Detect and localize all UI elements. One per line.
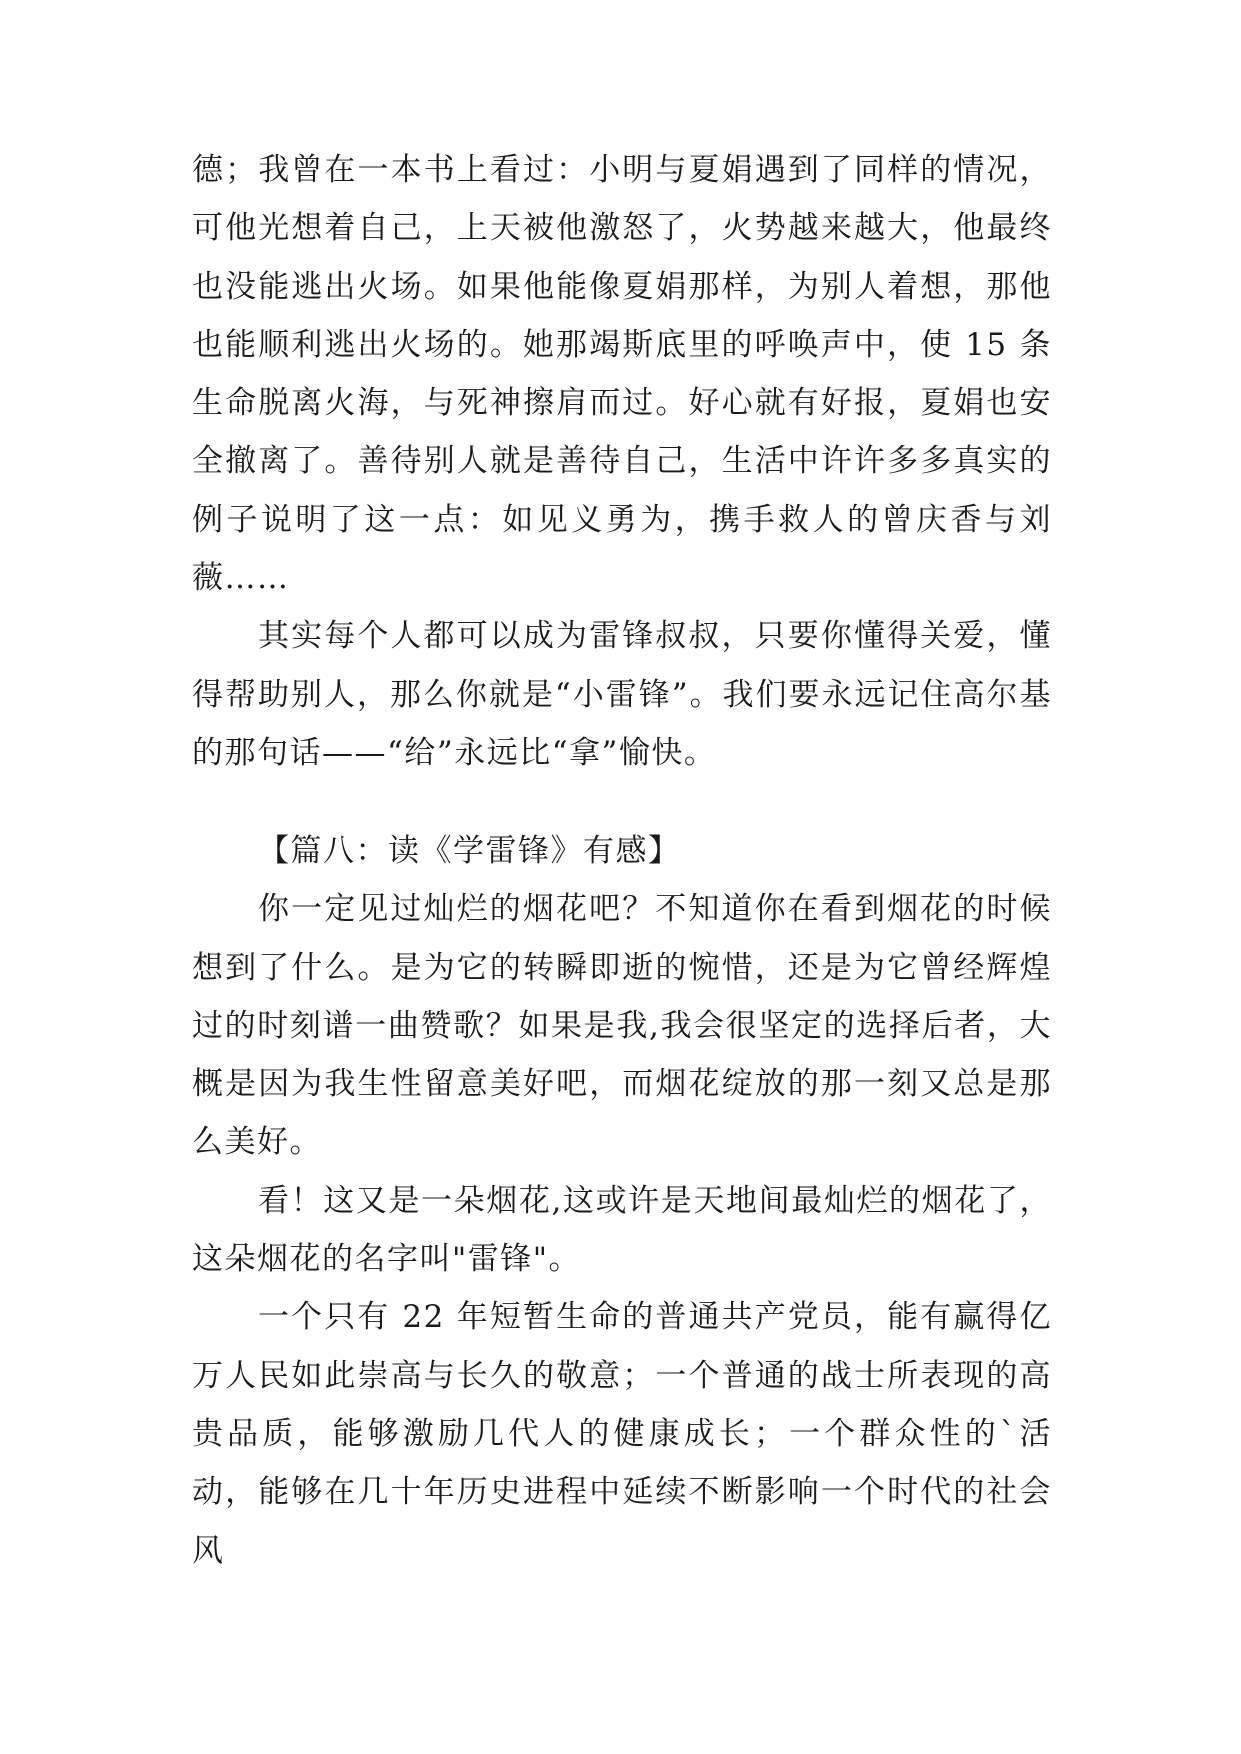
paragraph-fireworks: 你一定见过灿烂的烟花吧？不知道你在看到烟花的时候想到了什么。是为它的转瞬即逝的惋惜，还是为它曾经辉煌过的时刻谱一曲赞歌？如果是我,我会很坚定的选择后者，大概是因为我生性留意美好吧，而烟花绽放的那一刻又总是那么美好。 (192, 891, 1052, 1161)
paragraph-conclusion: 其实每个人都可以成为雷锋叔叔，只要你懂得关爱，懂得帮助别人，那么你就是“小雷锋”。我们要永远记住高尔基的那句话——“给”永远比“拿”愉快。 (192, 618, 1052, 771)
paragraph-leifeng-life: 一个只有 22 年短暂生命的普通共产党员，能有赢得亿万人民如此崇高与长久的敬意；一个普通的战士所表现的高贵品质，能够激励几代人的健康成长；一个群众性的`活动，能够在几十年历史进程中延续不断影响一个时代的社会风 (192, 1299, 1052, 1569)
text-block-lower (192, 822, 1052, 1580)
paragraph-continued: 德；我曾在一本书上看过：小明与夏娟遇到了同样的情况，可他光想着自己，上天被他激怒了，火势越来越大，他最终也没能逃出火场。如果他能像夏娟那样，为别人着想，那他也能顺利逃出火场的。她那竭斯底里的呼唤声中，使 15 条生命脱离火海，与死神擦肩而过。好心就有好报，夏娟也安全撤离了。善待别人就是善待自己，生活中许许多多真实的例子说明了这一点：如见义勇为，携手救人的曾庆香与刘薇…… (192, 152, 1052, 597)
text-block-upper (192, 141, 1052, 782)
section-heading: 【篇八：读《学雷锋》有感】 (258, 833, 681, 869)
paragraph-leifeng-firework: 看！这又是一朵烟花,这或许是天地间最灿烂的烟花了，这朵烟花的名字叫"雷锋"。 (192, 1182, 1052, 1278)
